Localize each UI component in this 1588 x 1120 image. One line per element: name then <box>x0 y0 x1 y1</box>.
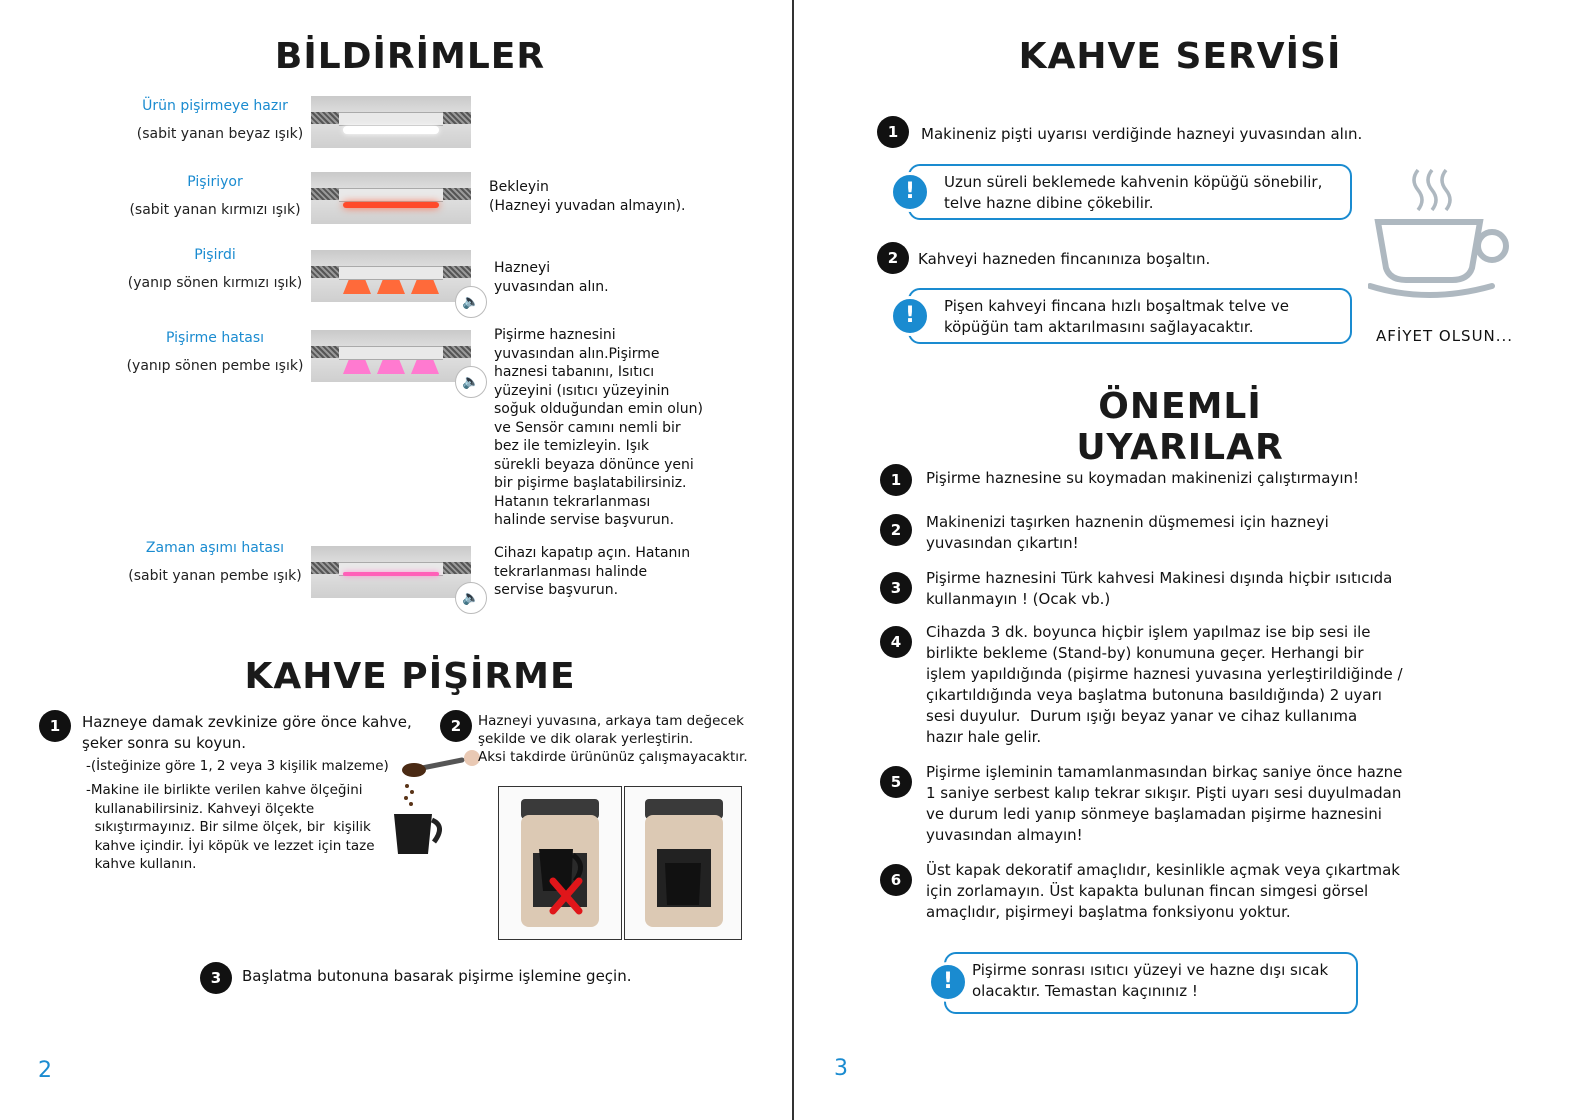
info-note <box>908 164 1352 220</box>
light-panel-pink-blink <box>311 330 471 382</box>
info-note <box>908 288 1352 344</box>
warning-number: 5 <box>880 766 912 798</box>
warning-number: 6 <box>880 864 912 896</box>
warning-number: 4 <box>880 626 912 658</box>
cup-caption: AFİYET OLSUN... <box>1376 327 1514 345</box>
warning-number: 3 <box>880 572 912 604</box>
warning-text: Pişirme haznesine su koymadan makinenizi çalıştırmayın! <box>926 469 1360 487</box>
light-panel-red-blink <box>311 250 471 302</box>
light-panel-white <box>311 96 471 148</box>
speaker-icon: 🔈 <box>455 366 487 398</box>
step-number: 2 <box>877 242 909 274</box>
step-number: 1 <box>39 710 71 742</box>
page-title-kahve-servisi: KAHVE SERVİSİ <box>1018 36 1342 77</box>
exclamation-icon: ! <box>890 172 930 212</box>
notification-sub: (sabit yanan pembe ışık) <box>128 568 302 584</box>
notification-title: Pişiriyor <box>187 174 243 190</box>
notification-sub: (sabit yanan kırmızı ışık) <box>129 202 301 218</box>
notification-sub: (sabit yanan beyaz ışık) <box>136 126 304 142</box>
section-title-onemli-uyarilar: ÖNEMLİ UYARILAR <box>1076 386 1284 468</box>
page-number: 2 <box>38 1058 52 1083</box>
info-note-text: Pişirme sonrası ısıtıcı yüzeyi ve hazne dışı sıcak olacaktır. Temastan kaçınınız ! <box>972 961 1329 1000</box>
coffee-cup-icon <box>1368 168 1518 308</box>
notification-title: Pişirdi <box>194 247 236 263</box>
step-number: 2 <box>440 710 472 742</box>
exclamation-icon: ! <box>890 296 930 336</box>
warning-text: Pişirme işleminin tamamlanmasından birkaç saniye önce hazne 1 saniye serbest kalıp tekrar sıkışır. Pişti uyarı sesi duyulmadan ve durum ledi yanıp sönmeye başlamadan pişirme haznesini yuvasından almayın! <box>926 763 1403 844</box>
machine-correct-placement-image <box>624 786 742 940</box>
notification-title: Zaman aşımı hatası <box>145 540 285 556</box>
step-text: Kahveyi hazneden fincanınıza boşaltın. <box>918 250 1211 268</box>
warning-text: Üst kapak dekoratif amaçlıdır, kesinlikle açmak veya çıkartmak için zorlamayın. Üst kapakta bulunan fincan simgesi görsel amaçlıdır, pişirmeyi başlatma fonksiyonu yoktur. <box>926 861 1400 921</box>
notification-desc: Cihazı kapatıp açın. Hatanın tekrarlanması halinde servise başvurun. <box>494 545 691 598</box>
warning-text: Pişirme haznesini Türk kahvesi Makinesi dışında hiçbir ısıtıcıda kullanmayın ! (Ocak vb.) <box>926 569 1393 608</box>
tip-text: -Makine ile birlikte verilen kahve ölçeğini kullanabilirsiniz. Kahveyi ölçekte sıkıştırmayınız. Bir silme ölçek, bir kişilik kahve içindir. İyi köpük ve lezzet için taze kahve kullanın. <box>86 782 375 872</box>
notification-desc: Hazneyi yuvasından alın. <box>494 260 609 295</box>
notification-desc: Pişirme haznesini yuvasından alın.Pişirme haznesi tabanını, Isıtıcı yüzeyini (ısıtıcı yüzeyinin soğuk olduğundan emin olun) ve Sensör camını nemli bir bez ile temizleyin. Işık sürekli beyaza dönünce yeni bir pişirme başlatabilirsiniz. Hatanın tekrarlanması halinde servise başvurun. <box>494 327 703 528</box>
warning-number: 2 <box>880 514 912 546</box>
notification-sub: (yanıp sönen kırmızı ışık) <box>127 275 303 291</box>
info-note <box>944 952 1358 1014</box>
step-number: 1 <box>877 116 909 148</box>
tip-text: -(İsteğinize göre 1, 2 veya 3 kişilik malzeme) <box>86 758 389 774</box>
warning-text: Makinenizi taşırken haznenin düşmemesi için hazneyi yuvasından çıkartın! <box>926 513 1329 552</box>
coffee-scoop-illustration <box>392 748 482 868</box>
info-note-text: Pişen kahveyi fincana hızlı boşaltmak telve ve köpüğün tam aktarılmasını sağlayacaktır. <box>944 297 1290 336</box>
page-divider <box>792 0 794 1120</box>
notification-title: Ürün pişirmeye hazır <box>142 98 288 114</box>
warning-number: 1 <box>880 464 912 496</box>
machine-wrong-placement-image <box>498 786 622 940</box>
step-text: Hazneye damak zevkinize göre önce kahve, şeker sonra su koyun. <box>82 713 412 752</box>
warning-text: Cihazda 3 dk. boyunca hiçbir işlem yapılmaz ise bip sesi ile birlikte bekleme (Stand-by) konumuna geçer. Herhangi bir işlem yapıldığında (pişirme haznesi yuvasına yerleştirildiğinde / çıkartıldığında veya başlatma butonuna basıldığında) 2 uyarı sesi duyulur. Durum ışığı beyaz yanar ve cihaz kullanıma hazır hale gelir. <box>926 623 1403 746</box>
step-text: Hazneyi yuvasına, arkaya tam değecek şekilde ve dik olarak yerleştirin. Aksi takdirde ürününüz çalışmayacaktır. <box>478 713 748 765</box>
step-text: Makineniz pişti uyarısı verdiğinde hazneyi yuvasından alın. <box>921 125 1363 143</box>
speaker-icon: 🔈 <box>455 582 487 614</box>
speaker-icon: 🔈 <box>455 286 487 318</box>
light-panel-pink <box>311 546 471 598</box>
exclamation-icon: ! <box>928 962 968 1002</box>
step-text: Başlatma butonuna basarak pişirme işlemine geçin. <box>242 967 632 985</box>
page-title-bildirimler: BİLDİRİMLER <box>274 36 546 77</box>
section-title-kahve-pisirme: KAHVE PİŞİRME <box>244 656 576 697</box>
page-number: 3 <box>834 1056 848 1081</box>
notification-desc: Bekleyin (Hazneyi yuvadan almayın). <box>489 179 686 214</box>
step-number: 3 <box>200 962 232 994</box>
info-note-text: Uzun süreli beklemede kahvenin köpüğü sönebilir, telve hazne dibine çökebilir. <box>944 173 1323 212</box>
notification-sub: (yanıp sönen pembe ışık) <box>126 358 304 374</box>
light-panel-red <box>311 172 471 224</box>
notification-title: Pişirme hatası <box>165 330 265 346</box>
